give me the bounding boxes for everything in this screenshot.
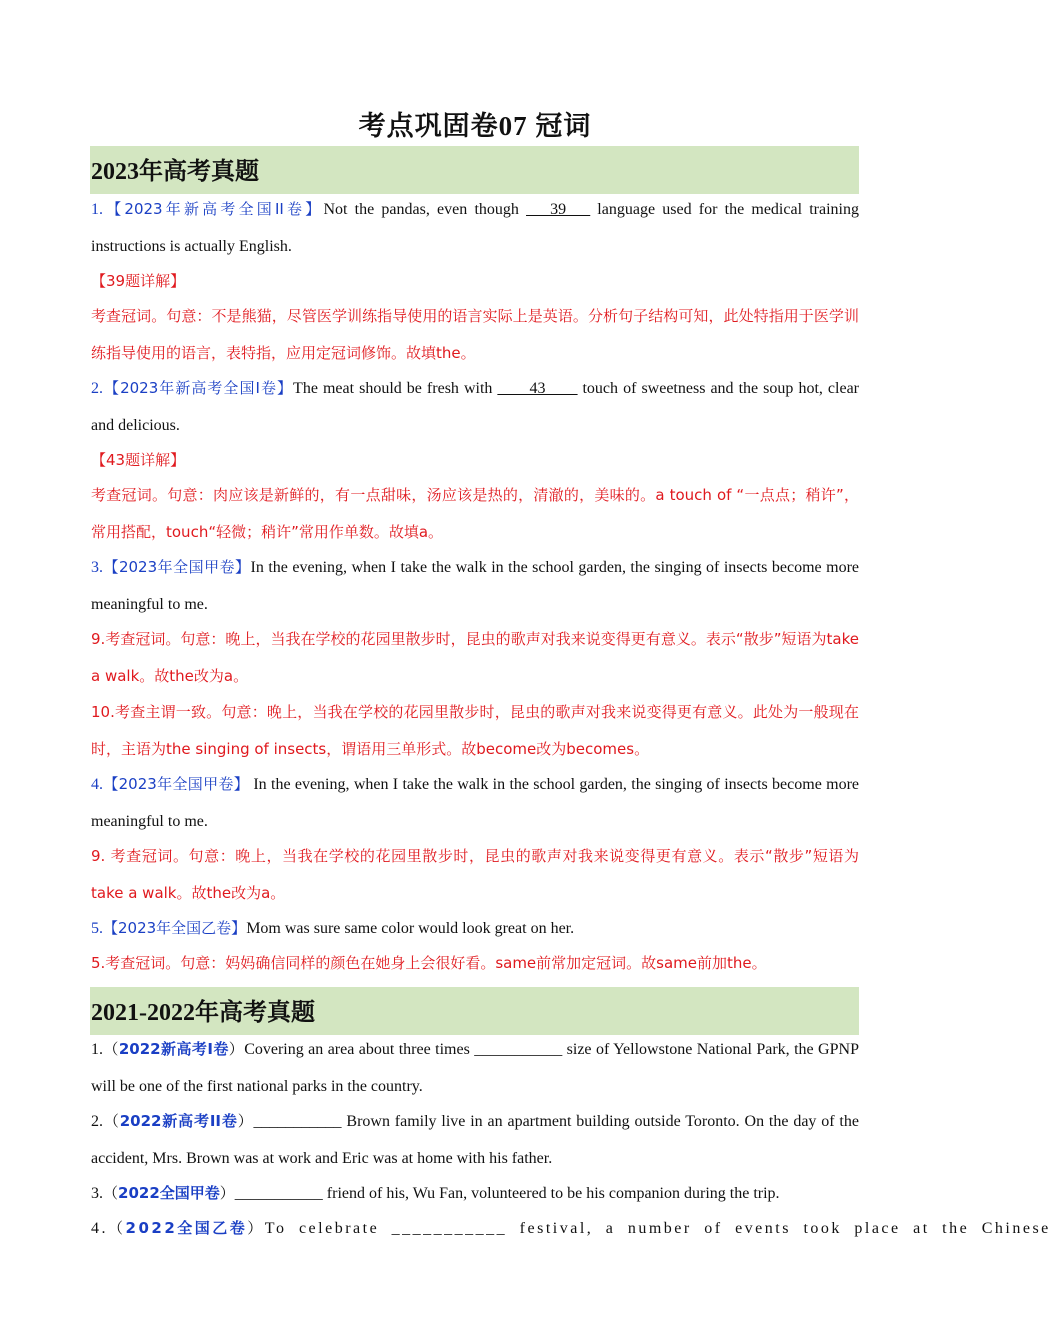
question-text: touch of sweetness and the soup hot, clear and delicious. (91, 380, 860, 434)
question-text: ___________ Brown family live in an apartment building outside Toronto. On the day of the accident, Mrs. Brown was at work and Eric was at home with his father. (91, 1113, 859, 1167)
question-text: Not the pandas, even though (323, 201, 527, 218)
answer-explanation: 5.考查冠词。句意：妈妈确信同样的颜色在她身上会很好看。same前常加定冠词。故same前加the。 (91, 954, 767, 972)
question-1 (91, 191, 859, 265)
paren-open: （ (103, 1184, 119, 1202)
paren-close: ） (247, 1219, 265, 1237)
answer-blank: ____43____ (497, 380, 578, 397)
question-number: 4. (91, 776, 103, 793)
paren-close: ） (228, 1040, 245, 1058)
answer-explanation: 10.考查主谓一致。句意：晚上，当我在学校的花园里散步时，昆虫的歌声对我来说变得更有意义。此处为一般现在时，主语为the singing of insects，谓语用三单形式。故become改为becomes。 (91, 703, 859, 758)
question-2022-3 (91, 1175, 859, 1212)
paren-open: （ (103, 1112, 120, 1130)
question-number: 3. (91, 1185, 103, 1202)
question-2022-2 (91, 1103, 859, 1177)
question-number: 4. (91, 1220, 108, 1237)
answer-explanation: 9. 考查冠词。句意：晚上，当我在学校的花园里散步时，昆虫的歌声对我来说变得更有意义。表示“散步”短语为take a walk。故the改为a。 (91, 847, 859, 902)
question-number: 5. (91, 920, 103, 937)
question-source: 2022新高考II卷 (119, 1112, 238, 1130)
question-2022-1 (91, 1031, 859, 1105)
question-number: 3. (91, 559, 103, 576)
paren-open: （ (103, 1040, 119, 1058)
question-text: ___________ friend of his, Wu Fan, volunteered to be his companion during the trip. (234, 1185, 780, 1202)
question-number: 2. (91, 1113, 103, 1130)
page-title: 考点巩固卷07 冠词 (358, 111, 592, 141)
question-source: 【2023年全国乙卷】 (103, 919, 247, 937)
question-source: 2022新高考I卷 (118, 1040, 229, 1058)
question-text: In the evening, when I take the walk in the school garden, the singing of insects become more meaningful to me. (91, 559, 860, 613)
question-source: 【2023年全国甲卷】 (103, 775, 250, 793)
question-text: Covering an area about three times ___________ size of Yellowstone National Park, the GPNP will be one of the first national parks in the country. (91, 1041, 859, 1095)
question-number: 2. (91, 380, 103, 397)
question-text: To celebrate ___________ festival, a number of events took place at the Chinese (264, 1220, 1051, 1237)
question-source: 2022全国乙卷 (125, 1219, 248, 1237)
section-heading-2021-2022: 2021-2022年高考真题 (90, 987, 859, 1035)
detail-heading: 【43题详解】 (91, 451, 186, 469)
question-text: In the evening, when I take the walk in the school garden, the singing of insects become more meaningful to me. (91, 776, 859, 830)
question-text: language used for the medical training instructions is actually English. (91, 201, 859, 255)
question-source: 2022全国甲卷 (118, 1184, 220, 1202)
question-text: Mom was sure same color would look great on her. (246, 920, 575, 937)
question-3 (91, 549, 859, 623)
paren-open: （ (108, 1219, 126, 1237)
question-source: 【2023年全国甲卷】 (103, 558, 251, 576)
section-heading-2023: 2023年高考真题 (90, 146, 859, 194)
question-number: 1. (91, 201, 103, 218)
question-text: The meat should be fresh with (293, 380, 498, 397)
answer-explanation: 9.考查冠词。句意：晚上，当我在学校的花园里散步时，昆虫的歌声对我来说变得更有意义。表示“散步”短语为take a walk。故the改为a。 (91, 630, 859, 685)
question-2 (91, 370, 859, 444)
detail-heading: 【39题详解】 (91, 272, 186, 290)
question-5 (91, 910, 859, 947)
question-number: 1. (91, 1041, 103, 1058)
question-2022-4 (91, 1210, 1051, 1247)
question-4 (91, 766, 859, 840)
paren-close: ） (237, 1112, 254, 1130)
question-source: 【2023年新高考全国II卷】 (103, 200, 324, 218)
answer-explanation: 考查冠词。句意：肉应该是新鲜的，有一点甜味，汤应该是热的，清澈的，美味的。a touch of “一点点；稍许”，常用搭配，touch“轻微；稍许”常用作单数。故填a。 (91, 486, 859, 541)
question-source: 【2023年新高考全国Ⅰ卷】 (103, 379, 294, 397)
paren-close: ） (219, 1184, 235, 1202)
answer-blank: ___39___ (526, 201, 591, 218)
answer-explanation: 考查冠词。句意：不是熊猫，尽管医学训练指导使用的语言实际上是英语。分析句子结构可知，此处特指用于医学训练指导使用的语言，表特指，应用定冠词修饰。故填the。 (91, 307, 859, 362)
